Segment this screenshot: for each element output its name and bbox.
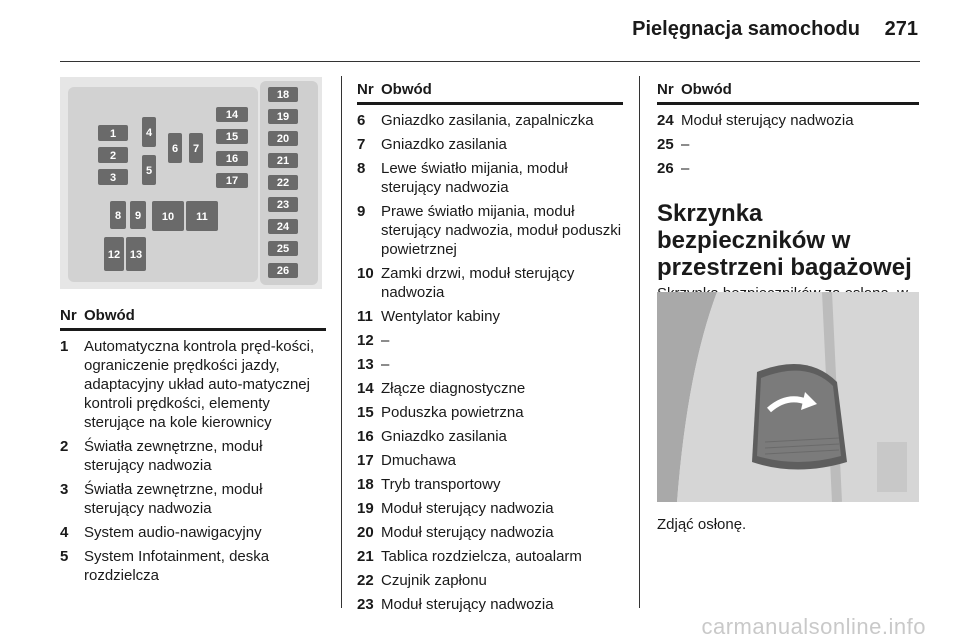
fuse-number: 1 bbox=[60, 338, 69, 355]
svg-text:16: 16 bbox=[225, 153, 239, 165]
fuse-number: 11 bbox=[357, 308, 373, 325]
svg-text:17: 17 bbox=[225, 175, 239, 187]
fuse-circuit: System Infotainment, deska rozdzielcza bbox=[84, 548, 270, 584]
fuse-circuit: Złącze diagnostyczne bbox=[381, 380, 526, 397]
fuse-circuit: Prawe światło mijania, moduł sterujący nadwozia, moduł poduszki powietrznej bbox=[381, 203, 622, 258]
watermark: carmanualsonline.info bbox=[701, 614, 926, 639]
fuse-number: 9 bbox=[357, 203, 366, 220]
fuse-number: 25 bbox=[657, 136, 674, 153]
page-title: Pielęgnacja samochodu bbox=[632, 18, 860, 40]
table-row bbox=[60, 480, 326, 518]
table-row bbox=[60, 523, 326, 542]
table-row bbox=[657, 159, 919, 178]
fuse-table-col3 bbox=[657, 80, 919, 322]
fuse-circuit: Gniazdko zasilania, zapalniczka bbox=[381, 112, 594, 129]
table-header: Nr Obwód bbox=[60, 306, 326, 331]
fuse-circuit: – bbox=[381, 356, 390, 373]
svg-text:1: 1 bbox=[109, 128, 117, 140]
svg-text:12: 12 bbox=[107, 249, 121, 261]
fuse-circuit: Czujnik zapłonu bbox=[381, 572, 487, 589]
svg-text:2: 2 bbox=[109, 150, 117, 162]
col3-rows bbox=[657, 111, 919, 178]
svg-text:8: 8 bbox=[114, 210, 122, 222]
svg-text:20: 20 bbox=[276, 133, 290, 145]
fuse-circuit: Światła zewnętrzne, moduł sterujący nadwozia bbox=[84, 481, 263, 517]
fuse-circuit: Zamki drzwi, moduł sterujący nadwozia bbox=[381, 265, 575, 301]
svg-text:23: 23 bbox=[276, 199, 290, 211]
fuse-number: 12 bbox=[357, 332, 374, 349]
svg-text:10: 10 bbox=[161, 211, 175, 223]
fuse-number: 7 bbox=[357, 136, 366, 153]
photo-caption: Zdjąć osłonę. bbox=[657, 516, 747, 533]
fuse-circuit: – bbox=[681, 136, 690, 153]
table-row bbox=[357, 571, 623, 590]
page-number: 271 bbox=[884, 18, 918, 40]
table-row bbox=[357, 202, 623, 259]
table-row bbox=[357, 451, 623, 470]
svg-text:13: 13 bbox=[129, 249, 143, 261]
fuse-circuit: Światła zewnętrzne, moduł sterujący nadwozia bbox=[84, 438, 263, 474]
svg-text:21: 21 bbox=[276, 155, 290, 167]
fuse-box-diagram bbox=[60, 77, 322, 289]
table-row bbox=[357, 499, 623, 518]
fuse-number: 15 bbox=[357, 404, 374, 421]
table-row bbox=[357, 379, 623, 398]
svg-text:18: 18 bbox=[276, 89, 290, 101]
fuse-circuit: Moduł sterujący nadwozia bbox=[381, 524, 554, 541]
fuse-table-col2 bbox=[357, 80, 623, 619]
svg-text:3: 3 bbox=[109, 172, 117, 184]
column-divider bbox=[639, 76, 640, 608]
table-row bbox=[357, 427, 623, 446]
page-header bbox=[0, 0, 960, 62]
svg-text:24: 24 bbox=[276, 221, 290, 233]
fuse-circuit: Moduł sterujący nadwozia bbox=[381, 596, 554, 613]
table-header: Nr Obwód bbox=[357, 80, 623, 105]
fuse-number: 2 bbox=[60, 438, 69, 455]
table-row bbox=[357, 403, 623, 422]
table-row bbox=[357, 307, 623, 326]
svg-text:11: 11 bbox=[196, 211, 208, 223]
fuse-number: 22 bbox=[357, 572, 374, 589]
table-row bbox=[657, 135, 919, 154]
fuse-number: 5 bbox=[60, 548, 69, 565]
fuse-number: 4 bbox=[60, 524, 69, 541]
table-row bbox=[357, 547, 623, 566]
col2-rows bbox=[357, 111, 623, 614]
fuse-circuit: Dmuchawa bbox=[381, 452, 457, 469]
fuse-circuit: Moduł sterujący nadwozia bbox=[381, 500, 554, 517]
fuse-number: 13 bbox=[357, 356, 374, 373]
svg-text:19: 19 bbox=[276, 111, 290, 123]
table-row bbox=[357, 264, 623, 302]
fuse-number: 17 bbox=[357, 452, 374, 469]
section-title: Skrzynka bezpieczników w przestrzeni bagażowej bbox=[657, 200, 912, 281]
fuse-circuit: System audio-nawigacyjny bbox=[84, 524, 262, 541]
table-row bbox=[357, 135, 623, 154]
svg-text:6: 6 bbox=[171, 143, 179, 155]
fuse-circuit: Automatyczna kontrola pręd-kości, ograniczenie prędkości jazdy, adaptacyjny układ auto-matycznej kontroli prędkości, elementy sterujące na kole kierownicy bbox=[84, 338, 315, 431]
table-row bbox=[60, 437, 326, 475]
fuse-number: 14 bbox=[357, 380, 374, 397]
fuse-circuit: Tablica rozdzielcza, autoalarm bbox=[381, 548, 582, 565]
svg-text:22: 22 bbox=[276, 177, 290, 189]
fuse-circuit: Tryb transportowy bbox=[381, 476, 501, 493]
fuse-number: 3 bbox=[60, 481, 69, 498]
fuse-circuit: Gniazdko zasilania bbox=[381, 136, 507, 153]
fuse-number: 26 bbox=[657, 160, 674, 177]
table-row bbox=[357, 595, 623, 614]
fuse-circuit: Moduł sterujący nadwozia bbox=[681, 112, 854, 129]
fuse-circuit: – bbox=[381, 332, 390, 349]
fuse-number: 19 bbox=[357, 500, 374, 517]
svg-text:4: 4 bbox=[145, 127, 153, 139]
fuse-number: 18 bbox=[357, 476, 374, 493]
fuse-number: 20 bbox=[357, 524, 374, 541]
fuse-number: 6 bbox=[357, 112, 366, 129]
table-row bbox=[357, 475, 623, 494]
table-row bbox=[357, 111, 623, 130]
fuse-circuit: Poduszka powietrzna bbox=[381, 404, 524, 421]
svg-text:7: 7 bbox=[192, 143, 200, 155]
fuse-number: 16 bbox=[357, 428, 374, 445]
header-rule bbox=[60, 61, 920, 62]
fuse-number: 23 bbox=[357, 596, 374, 613]
table-row bbox=[60, 547, 326, 585]
svg-text:25: 25 bbox=[276, 243, 290, 255]
svg-text:9: 9 bbox=[134, 210, 142, 222]
fuse-number: 21 bbox=[357, 548, 374, 565]
fuse-circuit: Wentylator kabiny bbox=[381, 308, 500, 325]
svg-text:26: 26 bbox=[276, 265, 290, 277]
col1-rows bbox=[60, 337, 326, 585]
luggage-fusebox-photo bbox=[657, 292, 919, 502]
table-row bbox=[357, 523, 623, 542]
table-header: Nr Obwód bbox=[657, 80, 919, 105]
svg-text:15: 15 bbox=[225, 131, 239, 143]
table-row bbox=[60, 337, 326, 432]
fuse-number: 10 bbox=[357, 265, 374, 282]
svg-text:5: 5 bbox=[145, 165, 153, 177]
column-divider bbox=[341, 76, 342, 608]
table-row bbox=[357, 355, 623, 374]
fuse-table-col1 bbox=[60, 306, 326, 590]
fuse-number: 8 bbox=[357, 160, 366, 177]
table-row bbox=[657, 111, 919, 130]
table-row bbox=[357, 159, 623, 197]
fuse-circuit: Gniazdko zasilania bbox=[381, 428, 507, 445]
svg-text:14: 14 bbox=[225, 109, 239, 121]
fuse-number: 24 bbox=[657, 112, 674, 129]
fuse-circuit: Lewe światło mijania, moduł sterujący nadwozia bbox=[381, 160, 568, 196]
fuse-circuit: – bbox=[681, 160, 690, 177]
table-row bbox=[357, 331, 623, 350]
